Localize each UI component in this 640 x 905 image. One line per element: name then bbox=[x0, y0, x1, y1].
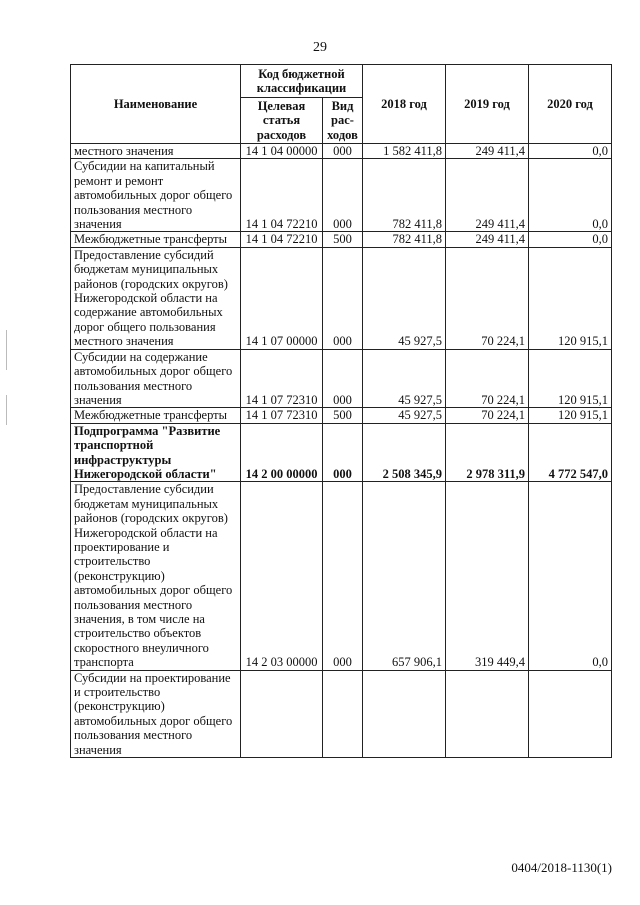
row-2018: 45 927,5 bbox=[363, 349, 446, 408]
row-2020 bbox=[529, 670, 612, 757]
table-row bbox=[71, 670, 612, 757]
row-name: Межбюджетные трансферты bbox=[71, 232, 241, 247]
row-target-code: 14 1 07 72310 bbox=[241, 349, 323, 408]
row-target-code: 14 2 03 00000 bbox=[241, 482, 323, 670]
row-2020: 0,0 bbox=[529, 482, 612, 670]
row-name: Субсидии на проектирование и строительство (реконструкцию) автомобильных дорог общего пользования местного значения bbox=[71, 670, 241, 757]
row-2018: 782 411,8 bbox=[363, 232, 446, 247]
row-expense-type: 000 bbox=[323, 159, 363, 232]
row-2018: 782 411,8 bbox=[363, 159, 446, 232]
row-2019: 2 978 311,9 bbox=[446, 423, 529, 482]
row-2020: 0,0 bbox=[529, 144, 612, 159]
row-2018: 657 906,1 bbox=[363, 482, 446, 670]
row-2019: 319 449,4 bbox=[446, 482, 529, 670]
table-row bbox=[71, 482, 612, 670]
row-name: местного значения bbox=[71, 144, 241, 159]
row-name: Межбюджетные трансферты bbox=[71, 408, 241, 423]
row-name: Предоставление субсидий бюджетам муниципальных районов (городских округов) Нижегородской области на содержание автомобильных дорог общего пользования местного значения bbox=[71, 247, 241, 349]
row-target-code: 14 1 07 72310 bbox=[241, 408, 323, 423]
header-code-group: Код бюджетной классификации bbox=[241, 65, 363, 98]
row-2020: 120 915,1 bbox=[529, 349, 612, 408]
row-expense-type bbox=[323, 670, 363, 757]
page-number: 29 bbox=[313, 40, 327, 55]
header-2019: 2019 год bbox=[446, 65, 529, 144]
row-expense-type: 000 bbox=[323, 247, 363, 349]
row-name: Подпрограмма "Развитие транспортной инфраструктуры Нижегородской области" bbox=[71, 423, 241, 482]
table-row bbox=[71, 144, 612, 159]
row-target-code: 14 1 04 00000 bbox=[241, 144, 323, 159]
row-2018: 45 927,5 bbox=[363, 408, 446, 423]
row-2020: 120 915,1 bbox=[529, 408, 612, 423]
header-2020: 2020 год bbox=[529, 65, 612, 144]
row-2019: 70 224,1 bbox=[446, 349, 529, 408]
row-expense-type: 000 bbox=[323, 144, 363, 159]
row-name: Предоставление субсидии бюджетам муниципальных районов (городских округов) Нижегородской области на проектирование и строительство (реконструкцию) автомобильных дорог общего пользования местного значения, в том числе на строительство объектов скоростного внеуличного транспорта bbox=[71, 482, 241, 670]
row-2019: 249 411,4 bbox=[446, 159, 529, 232]
table-row bbox=[71, 247, 612, 349]
row-expense-type: 500 bbox=[323, 408, 363, 423]
header-2018: 2018 год bbox=[363, 65, 446, 144]
row-2020: 0,0 bbox=[529, 159, 612, 232]
row-target-code: 14 1 04 72210 bbox=[241, 232, 323, 247]
document-code: 0404/2018-1130(1) bbox=[511, 860, 612, 875]
table-row bbox=[71, 349, 612, 408]
row-2018: 2 508 345,9 bbox=[363, 423, 446, 482]
table-row bbox=[71, 232, 612, 247]
header-name: Наименование bbox=[71, 65, 241, 144]
budget-table bbox=[70, 64, 612, 758]
row-name: Субсидии на капитальный ремонт и ремонт автомобильных дорог общего пользования местного значения bbox=[71, 159, 241, 232]
row-2019: 70 224,1 bbox=[446, 408, 529, 423]
row-expense-type: 000 bbox=[323, 423, 363, 482]
scan-edge-mark bbox=[6, 395, 7, 425]
row-expense-type: 000 bbox=[323, 349, 363, 408]
header-expense-type: Вид рас- ходов bbox=[323, 98, 363, 144]
row-2019: 70 224,1 bbox=[446, 247, 529, 349]
table-row-subprogram bbox=[71, 423, 612, 482]
row-2019: 249 411,4 bbox=[446, 144, 529, 159]
row-2018 bbox=[363, 670, 446, 757]
row-target-code: 14 1 07 00000 bbox=[241, 247, 323, 349]
row-expense-type: 500 bbox=[323, 232, 363, 247]
table-row bbox=[71, 159, 612, 232]
row-target-code: 14 1 04 72210 bbox=[241, 159, 323, 232]
header-target-article: Целевая статья расходов bbox=[241, 98, 323, 144]
row-2019 bbox=[446, 670, 529, 757]
row-2020: 120 915,1 bbox=[529, 247, 612, 349]
row-2020: 0,0 bbox=[529, 232, 612, 247]
row-2019: 249 411,4 bbox=[446, 232, 529, 247]
row-2020: 4 772 547,0 bbox=[529, 423, 612, 482]
row-target-code bbox=[241, 670, 323, 757]
table-row bbox=[71, 408, 612, 423]
row-2018: 1 582 411,8 bbox=[363, 144, 446, 159]
row-expense-type: 000 bbox=[323, 482, 363, 670]
scan-edge-mark bbox=[6, 330, 7, 370]
row-name: Субсидии на содержание автомобильных дорог общего пользования местного значения bbox=[71, 349, 241, 408]
row-2018: 45 927,5 bbox=[363, 247, 446, 349]
row-target-code: 14 2 00 00000 bbox=[241, 423, 323, 482]
